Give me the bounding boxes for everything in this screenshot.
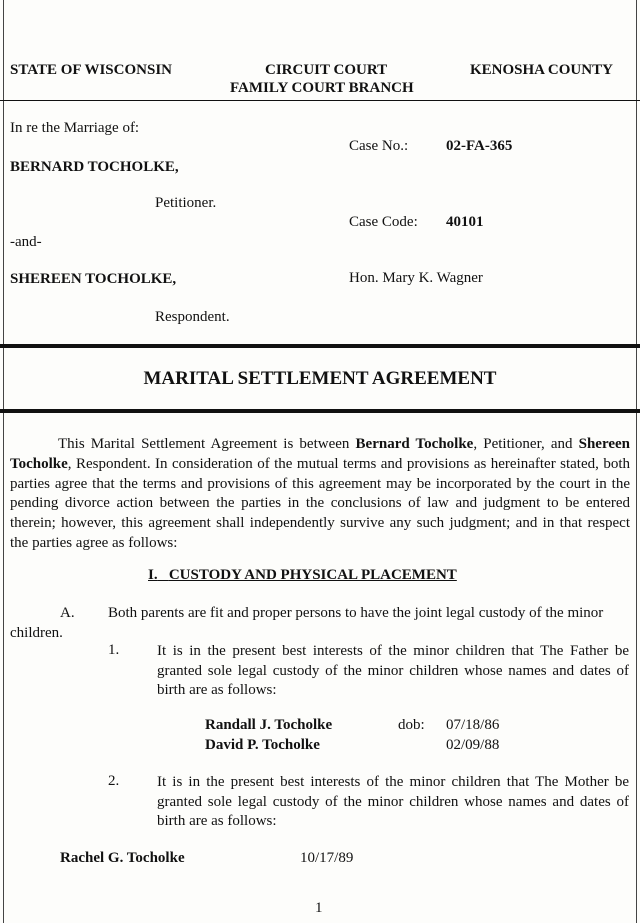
respondent-role: Respondent. <box>155 309 230 325</box>
petitioner-role: Petitioner. <box>155 195 217 211</box>
case-no-value: 02-FA-365 <box>446 138 513 154</box>
clause-a-marker: A. <box>60 605 75 621</box>
child-name: Randall J. Tocholke <box>205 717 333 733</box>
item1-marker: 1. <box>108 642 120 658</box>
item2-text: It is in the present best interests of the minor children that The Mother be granted sole legal custody of the minor children whose names and dates of birth are as follows: <box>157 774 629 829</box>
state-label: STATE OF WISCONSIN <box>10 62 172 78</box>
left-margin-line <box>3 0 4 923</box>
child-name: Rachel G. Tocholke <box>60 850 185 866</box>
section-heading <box>148 567 457 584</box>
child-dob: 07/18/86 <box>446 717 500 733</box>
page-number: 1 <box>315 900 323 916</box>
court-label: CIRCUIT COURT <box>265 62 388 78</box>
section-title: CUSTODY AND PHYSICAL PLACEMENT <box>168 567 457 583</box>
intro-paragraph <box>10 435 630 554</box>
judge-name: Hon. Mary K. Wagner <box>349 270 483 286</box>
in-re-label: In re the Marriage of: <box>10 120 140 136</box>
clause-a-text: Both parents are fit and proper persons to have the joint legal custody of the minor <box>108 605 604 621</box>
intro-rest: , Respondent. In consideration of the mutual terms and provisions as hereinafter stated, both parties agree that the terms and provisions of this agreement may be incorporated by the court in the pending divorce action between the parties in the conclusions of law and judgment to be entered therein; however, this agreement shall independently survive any such judgment; and in that respect the parties agree as follows: <box>10 455 630 551</box>
item2-marker: 2. <box>108 773 120 789</box>
child-name: David P. Tocholke <box>205 737 320 753</box>
party1-name: Bernard Tocholke <box>355 436 474 452</box>
petitioner-name: BERNARD TOCHOLKE, <box>10 159 179 175</box>
clause-a-text-cont: children. <box>10 625 63 641</box>
branch-label: FAMILY COURT BRANCH <box>230 80 414 96</box>
document-title: MARITAL SETTLEMENT AGREEMENT <box>143 368 497 389</box>
case-code-label: Case Code: <box>349 214 418 230</box>
right-margin-line <box>636 0 637 923</box>
case-code-value: 40101 <box>446 214 484 230</box>
dob-label: dob: <box>398 717 425 733</box>
intro-lead: This Marital Settlement Agreement is between <box>58 436 356 452</box>
respondent-name: SHEREEN TOCHOLKE, <box>10 271 177 287</box>
item1-text: It is in the present best interests of the minor children that The Father be granted sole legal custody of the minor children whose names and dates of birth are as follows: <box>157 643 629 698</box>
header-rule <box>0 100 640 101</box>
child-dob: 02/09/88 <box>446 737 500 753</box>
party2-name: Shereen Tocholke <box>10 436 631 472</box>
section-number: I. <box>148 567 158 583</box>
county-label: KENOSHA COUNTY <box>470 62 613 78</box>
title-rule-top <box>0 344 640 348</box>
and-label: -and- <box>10 234 42 250</box>
intro-mid: , Petitioner, and <box>473 436 579 452</box>
child-dob: 10/17/89 <box>300 850 354 866</box>
case-no-label: Case No.: <box>349 138 409 154</box>
title-rule-bottom <box>0 409 640 413</box>
